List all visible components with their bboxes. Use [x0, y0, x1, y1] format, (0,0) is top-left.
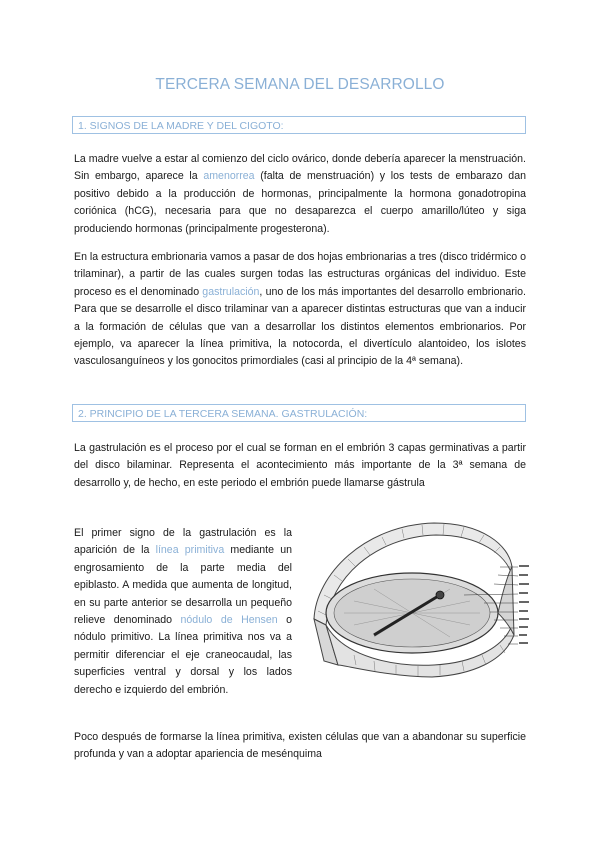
text-run: o nódulo primitivo. La línea primitiva nos va a permitir diferenciar el eje craneocaudal, las superficies ventral y dorsal y los lados derecho e izquierdo del embrión.: [74, 614, 293, 696]
embryo-disc-figure: [304, 515, 530, 685]
text-run: La madre vuelve a estar al comienzo del ciclo ovárico, donde debería aparecer la menstruación. Sin embargo, aparece la: [74, 153, 526, 183]
text-run: Poco después de formarse la línea primitiva, existen células que van a abandonar su superficie profunda y van a adoptar apariencia de mesénquima: [74, 731, 526, 761]
highlight-term: línea primitiva: [155, 544, 225, 557]
section-heading-1: 1. SIGNOS DE LA MADRE Y DEL CIGOTO:: [72, 116, 526, 134]
paragraph-3: [74, 440, 526, 492]
text-run: En la estructura embrionaria vamos a pasar de dos hojas embrionarias a tres (disco tridérmico o trilaminar), a partir de las cuales surgen todas las estructuras orgánicas del individuo. Este proceso es el denominado: [74, 251, 526, 298]
text-run: , uno de los más importantes del desarrollo embrionario. Para que se desarrolle el disco trilaminar van a aparecer distintas estructuras que van a inducir a la formación de células que van a desarrollar los distintos elementos embrionarios. Por ejemplo, va aparecer la línea primitiva, la notocorda, el divertículo alantoideo, los islotes vasculosanguíneos y los gonocitos primordiales (casi al principio de la 4ª semana).: [74, 285, 526, 368]
paragraph-5: [74, 729, 526, 764]
text-run: La gastrulación es el proceso por el cual se forman en el embrión 3 capas germinativas a partir del disco bilaminar. Representa el acontecimiento más importante de la 3ª semana de desarrollo y, de hecho, en este periodo el embrión puede llamarse gástrula: [74, 442, 526, 489]
highlight-term: amenorrea: [203, 170, 255, 183]
highlight-term: gastrulación: [202, 285, 260, 298]
paragraph-2: [74, 249, 526, 371]
text-run: El primer signo de la gastrulación es la aparición de la: [74, 527, 292, 557]
text-run: (falta de menstruación) y los tests de embarazo dan positivo debido a la producción de hormonas, principalmente la hormona gonadotropina coriónica (hCG), necesaria para que no desaparezca el cuerpo amarillo/lúteo y siga produciendo hormonas (principalmente progesterona).: [74, 170, 526, 235]
paragraph-1: [74, 151, 526, 238]
text-run: mediante un engrosamiento de la parte media del epiblasto. A medida que aumenta de longitud, en su parte anterior se desarrolla un pequeño relieve denominado: [74, 544, 292, 627]
paragraph-4: [74, 525, 292, 699]
section-heading-2: 2. PRINCIPIO DE LA TERCERA SEMANA. GASTRULACIÓN:: [72, 404, 526, 422]
highlight-term: nódulo de Hensen: [180, 614, 278, 627]
page-title: TERCERA SEMANA DEL DESARROLLO: [155, 76, 445, 93]
